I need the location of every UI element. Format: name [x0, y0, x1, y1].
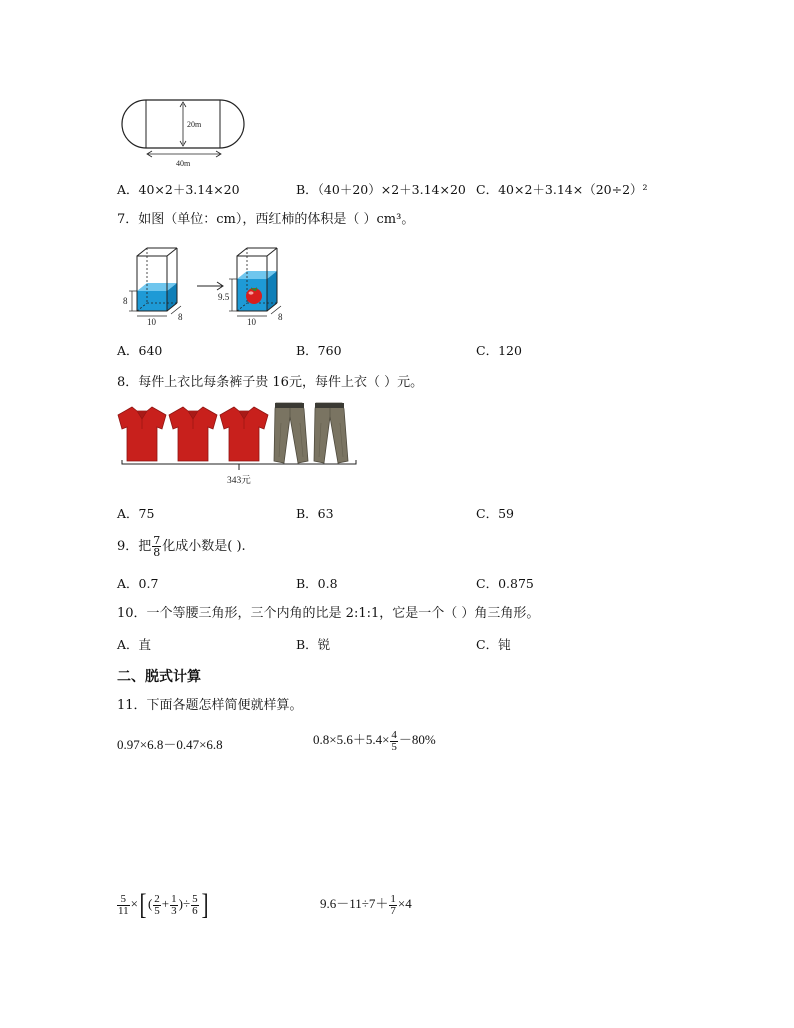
before-width-label: 8: [178, 312, 183, 322]
clothes-figure: [116, 402, 366, 490]
shirt-icon-1: [118, 407, 166, 461]
shirt-icon-3: [220, 407, 268, 461]
q10-option-b: B．锐: [296, 637, 331, 652]
q6-option-a: A．40×2＋3.14×20: [117, 182, 240, 197]
q7-option-a: A．640: [117, 343, 163, 358]
after-width-label: 8: [278, 312, 283, 322]
q9-option-a: A．0.7: [117, 576, 159, 591]
q9-suffix: 化成小数是( ).: [162, 539, 246, 554]
q11-question: 11．下面各题怎样简便就样算。: [117, 698, 303, 713]
expression-4: 9.6－11÷7＋ $\frac{1}{7}$ ×4: [320, 892, 412, 917]
q10-option-a: A．直: [117, 637, 152, 652]
q8-option-a: A．75: [117, 506, 155, 521]
pants-icon-1: [274, 403, 308, 463]
q7-question: 7．如图（单位：cm），西红柿的体积是（ ）cm³。: [117, 212, 415, 227]
expression-2: 0.8×5.6＋5.4× $\frac{4}{5}$ －80%: [313, 728, 436, 753]
after-length-label: 10: [247, 317, 256, 327]
q9-question: [117, 535, 246, 559]
section-title: 二、脱式计算: [117, 669, 201, 685]
track-figure: [110, 92, 260, 168]
after-height-label: 9.5: [218, 292, 230, 302]
length-label: 40m: [176, 159, 191, 168]
q9-option-b: B．0.8: [296, 576, 338, 591]
expression-1: 0.97×6.8－0.47×6.8: [117, 737, 223, 752]
total-price-label: 343元: [227, 476, 251, 486]
width-label: 20m: [187, 120, 202, 129]
q8-option-b: B．63: [296, 506, 334, 521]
before-height-label: 8: [123, 296, 128, 306]
q6-option-c: C．40×2＋3.14×（20÷2）²: [476, 182, 648, 197]
before-length-label: 10: [147, 317, 156, 327]
q8-option-c: C．59: [476, 506, 514, 521]
tomato-volume-figure: [120, 240, 290, 328]
container-before: [123, 248, 183, 327]
shirt-icon-2: [169, 407, 217, 461]
pants-icon-2: [314, 403, 348, 463]
q7-option-b: B．760: [296, 343, 342, 358]
expression-3: $\frac{5}{11}$ ×[ ( $\frac{2}{5}$ + $\frac{1}{3}$ )÷ $\frac{5}{6}$ ]: [118, 888, 209, 922]
q6-option-b: B．（40＋20）×2＋3.14×20: [296, 182, 466, 197]
q9-option-c: C．0.875: [476, 576, 534, 591]
q9-prefix: 9．把: [117, 539, 152, 554]
q8-question: 8．每件上衣比每条裤子贵 16元，每件上衣（ ）元。: [117, 375, 424, 390]
q7-option-c: C．120: [476, 343, 522, 358]
q9-fraction: $\frac{7}{8}$: [153, 534, 161, 559]
q10-question: 10．一个等腰三角形，三个内角的比是 2:1:1，它是一个（ ）角三角形。: [117, 606, 540, 621]
q10-option-c: C．钝: [476, 637, 511, 652]
container-after: [218, 248, 283, 327]
